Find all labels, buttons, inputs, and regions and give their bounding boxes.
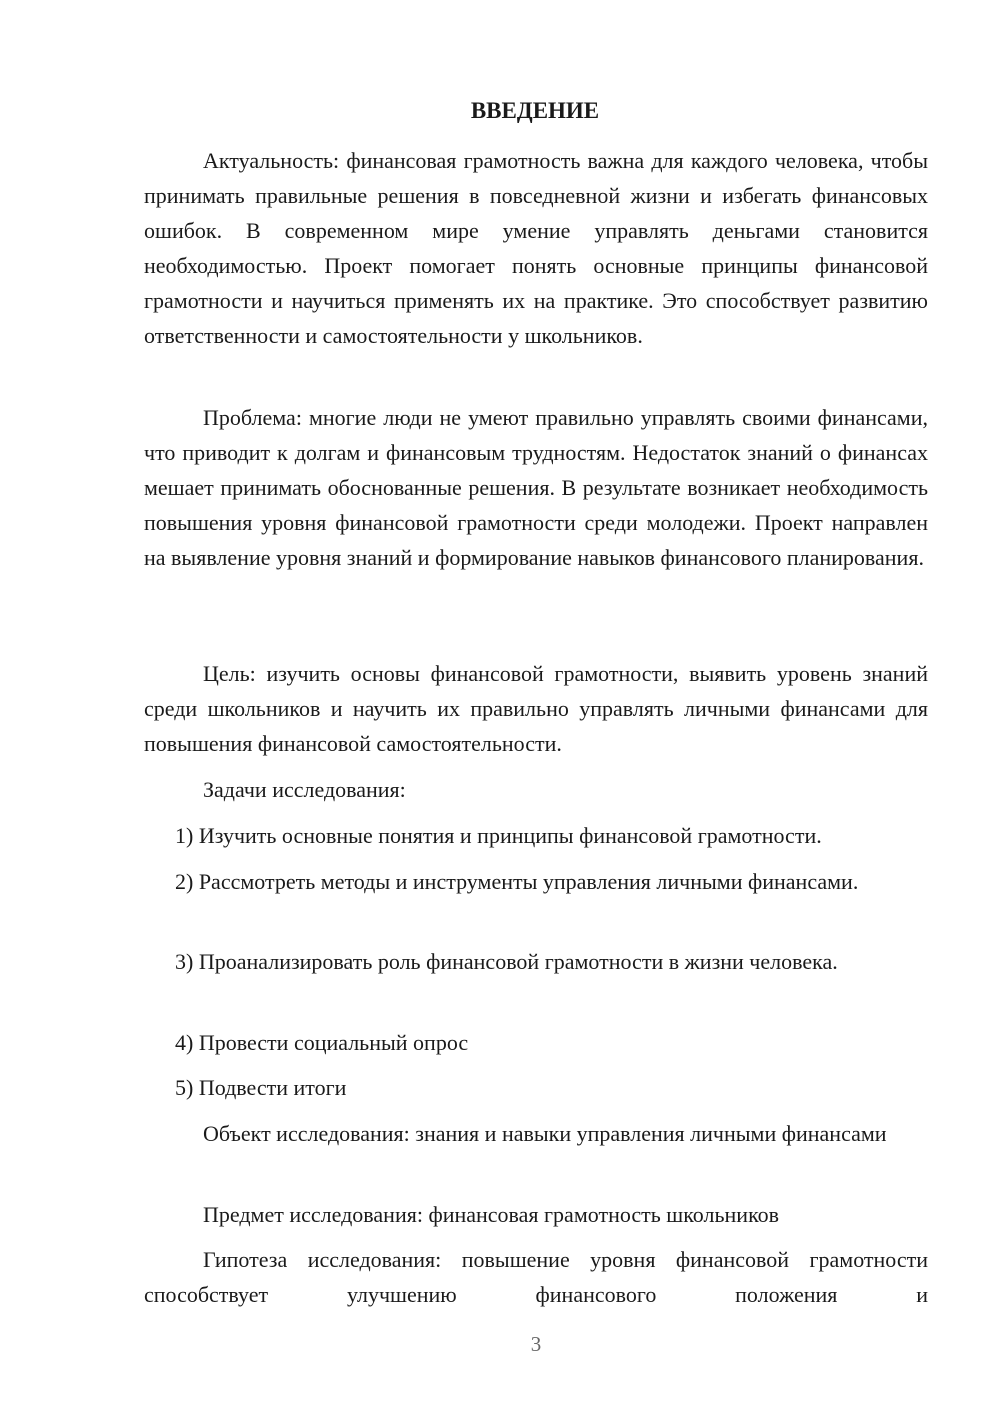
list-item: 2) Рассмотреть методы и инструменты управления личными финансами. xyxy=(175,869,859,894)
list-item: 5) Подвести итоги xyxy=(175,1075,347,1100)
list-item: 3) Проанализировать роль финансовой грамотности в жизни человека. xyxy=(175,949,838,974)
tasks-heading: Задачи исследования: xyxy=(203,777,406,802)
list-item: 4) Провести социальный опрос xyxy=(175,1030,469,1055)
paragraph-relevance: Актуальность: финансовая грамотность важна для каждого человека, чтобы принимать правильные решения в повседневной жизни и избегать финансовых ошибок. В современном мире умение управлять деньгами становится необходимостью. Проект помогает понять основные принципы финансовой грамотности и научиться применять их на практике. Это способствует развитию ответственности и самостоятельности у школьников. xyxy=(144,148,928,348)
page-title: ВВЕДЕНИЕ xyxy=(470,98,600,123)
page-number: 3 xyxy=(530,1332,542,1356)
paragraph-goal: Цель: изучить основы финансовой грамотности, выявить уровень знаний среди школьников и научить их правильно управлять личными финансами для повышения финансовой самостоятельности. xyxy=(144,661,928,756)
paragraph-hypothesis: Гипотеза исследования: повышение уровня финансовой грамотности способствует улучшению финансового положения и xyxy=(144,1247,928,1307)
paragraph-object: Объект исследования: знания и навыки управления личными финансами xyxy=(203,1121,887,1146)
paragraph-problem: Проблема: многие люди не умеют правильно управлять своими финансами, что приводит к долгам и финансовым трудностям. Недостаток знаний о финансах мешает принимать обоснованные решения. В результате возникает необходимость повышения уровня финансовой грамотности среди молодежи. Проект направлен на выявление уровня знаний и формирование навыков финансового планирования. xyxy=(144,405,928,570)
paragraph-subject: Предмет исследования: финансовая грамотность школьников xyxy=(203,1202,780,1227)
list-item: 1) Изучить основные понятия и принципы финансовой грамотности. xyxy=(175,823,822,848)
